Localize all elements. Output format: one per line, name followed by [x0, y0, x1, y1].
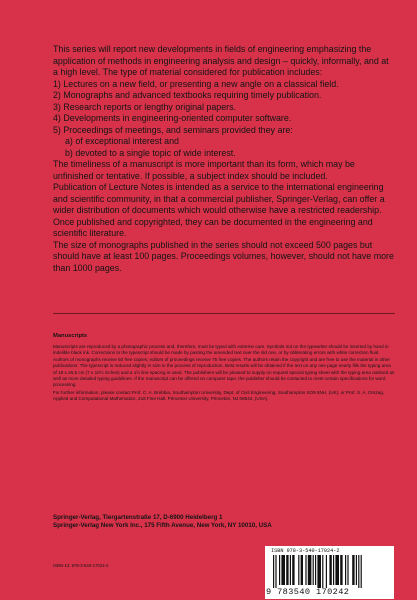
barcode-bar — [275, 555, 276, 588]
barcode-label — [265, 546, 394, 599]
barcode-bar — [286, 555, 288, 585]
barcode-isbn: ISBN 978-3-540-17024-2 — [271, 548, 340, 554]
barcode-bar — [313, 555, 314, 585]
barcode-bar — [292, 555, 294, 585]
barcode-bar — [329, 555, 331, 585]
publisher-addresses — [53, 514, 395, 530]
barcode-bar — [347, 555, 348, 585]
list-item: 1) Lectures on a new field, or presenting a new angle on a classical field. — [53, 78, 339, 89]
barcode-bar — [345, 555, 346, 585]
list-item: 3) Research reports or lengthy original papers. — [53, 101, 237, 112]
list-item: 5) Proceedings of meetings, and seminars provided they are: — [53, 124, 293, 135]
size-paragraph: The size of monographs published in the series should not exceed 500 pages but should have at least 100 pages. Proceedings volumes, however, should not have more than 1000 pages. — [53, 239, 394, 273]
list-item: 2) Monographs and advanced textbooks requiring timely publication. — [53, 90, 322, 100]
barcode-bar — [340, 555, 342, 585]
barcode-bar — [361, 555, 362, 588]
list-subitem: b) devoted to a single topic of wide interest. — [65, 147, 236, 158]
manuscripts-heading: Manuscripts — [53, 333, 88, 339]
barcode-bar — [335, 555, 339, 585]
barcode-bar — [279, 555, 280, 585]
barcode-bar — [356, 555, 357, 585]
isbn-text: ISBN-13: 978-3-540-17024-2 — [53, 563, 109, 568]
barcode-bar — [326, 555, 327, 588]
barcode-bar — [317, 555, 321, 588]
barcode-bar — [308, 555, 312, 585]
publisher-new-york: Springer-Verlag New York Inc., 175 Fifth Avenue, New York, NY 10010, USA — [53, 522, 272, 529]
barcode-bar — [281, 555, 285, 585]
series-description — [53, 44, 395, 274]
barcode-bar — [322, 555, 323, 588]
intro-paragraph: This series will report new developments in fields of engineering emphasizing the application of methods in engineering analysis and design – quickly, informally, and at a high level. The type of material considered for publication includes: — [53, 44, 389, 77]
barcode-bar — [315, 555, 316, 585]
manuscripts-section — [53, 333, 395, 403]
barcode-bar — [301, 555, 303, 585]
barcode-bar — [290, 555, 291, 585]
list-item: 4) Developments in engineering-oriented computer software. — [53, 113, 292, 123]
barcode-bar — [305, 555, 306, 585]
list-subitem: a) of exceptional interest and — [65, 136, 179, 146]
barcode-icon — [271, 555, 388, 588]
barcode-bar — [298, 555, 299, 585]
barcode-bar — [358, 555, 359, 588]
timeliness-paragraph: The timeliness of a manuscript is more important than its form, which may be unfinished or tentative. If possible, a subject index should be included. — [53, 159, 355, 181]
divider-rule — [53, 313, 395, 314]
manuscripts-body: Manuscripts are reproduced by a photographic process and, therefore, must be typed with extreme care. Symbols not on the typewriter should be inserted by hand in indelible black ink. Corrections to the typescript should be made by pasting the amended text over the old one, or by obliterating errors with white correction fluid. Authors of monographs receive 50 free copies; editors of proceedings receive 75 free copies. The authors retain the copyright and are free to use the material in other publications. The typescript is reduced slightly in size in the process of reproduction. Best results will be obtained if the text on any one page nearly fills the typing area of 18 x 26,5 cm (7 x 10½ inches) and a 1½ line spacing is used. The publishers will be pleased to supply on request special typing sheet with the typing area outlined as well as more detailed typing guidelines. If the manuscript can be offered on computer tape, the publisher should be contacted to meet certain specifications for word processing. — [53, 344, 395, 388]
barcode-bar — [352, 555, 354, 585]
barcode-bar — [333, 555, 334, 585]
publication-paragraph: Publication of Lecture Notes is intended as a service to the international engineering and scientific community, in that a commercial publisher, Springer-Verlag, can offer a wider distribution of documents which would otherwise have a restricted readership. Once published and copyrighted, they can be documented in the engineering and scientific literature. — [53, 182, 385, 238]
barcode-bar — [273, 555, 274, 588]
barcode-digits: 9 783540 170242 — [266, 587, 350, 597]
publisher-heidelberg: Springer-Verlag, Tiergartenstraße 17, D-6900 Heidelberg 1 — [53, 514, 223, 521]
contact-info: For further information, please contact Prof. C. A. Brebbia, Southampton University, Dept. of Civil Engineering, Southampton SO9 5NH, (UK), or Prof. S. A. Orszag, Applied and Computational Mathematics, 218 Fine Hall, Princeton University, Princeton, NJ 08544, (USA). — [53, 389, 385, 402]
